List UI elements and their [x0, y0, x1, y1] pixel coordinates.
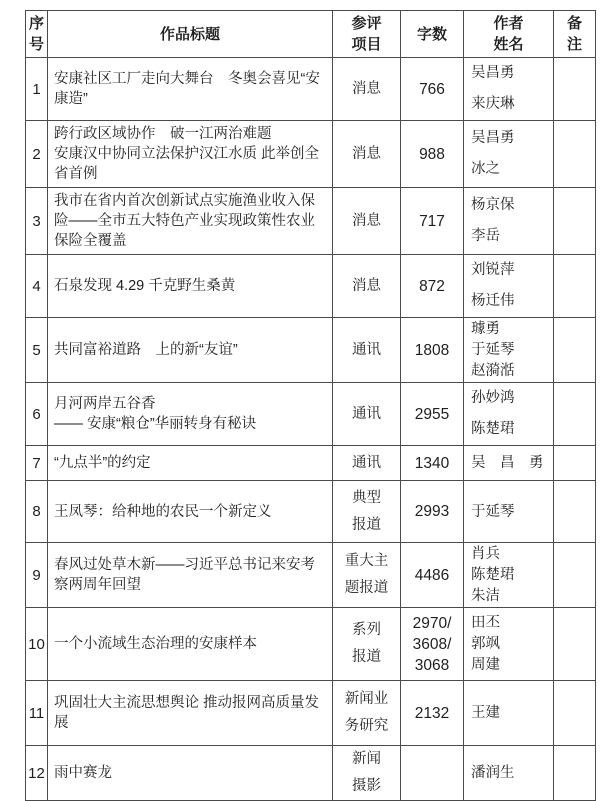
- cell-authors-text: 吴 昌 勇: [471, 455, 544, 471]
- cell-title-text: 雨中赛龙: [54, 765, 112, 781]
- cell-note: [554, 121, 596, 188]
- cell-authors-text: 吴昌勇: [471, 65, 515, 81]
- cell-project-text: 新闻业: [344, 691, 389, 707]
- cell-authors-text: 杨迁伟: [471, 293, 515, 309]
- header-authors: [464, 11, 554, 58]
- cell-no: 8: [26, 481, 48, 543]
- cell-words-text: 2132: [414, 704, 450, 722]
- cell-no: 12: [26, 746, 48, 801]
- cell-note: [554, 543, 596, 608]
- cell-no: 4: [26, 255, 48, 318]
- cell-authors-text: 郭飒: [471, 635, 500, 652]
- cell-title-text: 跨行政区域协作 破一江两治难题: [54, 126, 272, 142]
- cell-project: [333, 481, 401, 543]
- cell-authors: [464, 383, 554, 446]
- cell-authors-text: 来庆琳: [471, 96, 515, 112]
- cell-words-text: 766: [419, 80, 445, 98]
- header-project: [333, 11, 401, 58]
- cell-authors-text: 肖兵: [471, 545, 500, 562]
- cell-authors: [464, 255, 554, 318]
- cell-title: [48, 608, 333, 681]
- cell-note: [554, 58, 596, 121]
- cell-words: [401, 255, 464, 318]
- cell-words: [401, 383, 464, 446]
- header-words: [401, 11, 464, 58]
- cell-authors-text: 田丕: [471, 614, 500, 631]
- cell-authors: [464, 446, 554, 481]
- cell-words: [401, 608, 464, 681]
- cell-title-text: 共同富裕道路 上的新“友谊”: [54, 342, 238, 358]
- cell-words-text: 988: [419, 145, 445, 163]
- cell-words: [401, 543, 464, 608]
- cell-project: [333, 188, 401, 255]
- cell-project: [333, 255, 401, 318]
- cell-project: [333, 446, 401, 481]
- cell-words-text: 3608/: [412, 635, 452, 653]
- cell-authors: [464, 746, 554, 801]
- cell-title-text: 我市在省内首次创新试点实施渔业收入保险——全市五大特色产业实现政策性农业保险全覆盖: [54, 193, 315, 249]
- header-authors-label: 作者: [493, 15, 524, 32]
- cell-authors-text: 璩勇: [471, 320, 500, 337]
- cell-no: 11: [26, 681, 48, 746]
- header-project-label: 项目: [351, 36, 382, 53]
- cell-authors-text: 刘锐萍: [471, 262, 515, 278]
- cell-authors-text: 于延琴: [471, 341, 515, 358]
- table-row: [26, 608, 596, 681]
- cell-authors-text: 陈楚珺: [471, 566, 515, 583]
- header-no: [26, 11, 48, 58]
- cell-project-text: 典型: [352, 489, 381, 506]
- table-body: [26, 58, 596, 801]
- cell-project-text: 通讯: [352, 454, 381, 471]
- cell-words-text: 4486: [414, 566, 450, 584]
- cell-authors-text: 周建: [471, 656, 500, 673]
- cell-words: [401, 58, 464, 121]
- cell-words: [401, 746, 464, 801]
- cell-no: 1: [26, 58, 48, 121]
- header-note-label: 备: [566, 15, 582, 32]
- table-row: [26, 681, 596, 746]
- cell-authors-text: 李岳: [471, 228, 500, 244]
- cell-project-text: 报道: [352, 649, 381, 665]
- cell-authors: [464, 481, 554, 543]
- cell-no: 6: [26, 383, 48, 446]
- cell-words: [401, 681, 464, 746]
- header-row: [26, 11, 596, 58]
- cell-project: [333, 608, 401, 681]
- cell-words: [401, 188, 464, 255]
- cell-title: [48, 383, 333, 446]
- cell-project-text: 新闻: [352, 751, 381, 767]
- cell-project: [333, 121, 401, 188]
- cell-authors-text: 杨京保: [471, 197, 515, 213]
- cell-title-text: 安康社区工厂走向大舞台 冬奥会喜见“安康造”: [54, 71, 320, 107]
- table-row: [26, 481, 596, 543]
- cell-no: 9: [26, 543, 48, 608]
- cell-note: [554, 383, 596, 446]
- cell-note: [554, 446, 596, 481]
- cell-note: [554, 481, 596, 543]
- cell-project-text: 消息: [352, 212, 381, 229]
- cell-project: [333, 746, 401, 801]
- cell-no: 7: [26, 446, 48, 481]
- header-authors-label: 姓名: [493, 36, 524, 53]
- cell-words: [401, 318, 464, 383]
- table-row: [26, 446, 596, 481]
- cell-authors: [464, 543, 554, 608]
- cell-title: [48, 543, 333, 608]
- cell-words-text: 1340: [414, 454, 450, 472]
- cell-authors: [464, 608, 554, 681]
- cell-title: [48, 255, 333, 318]
- cell-project-text: 报道: [352, 516, 381, 533]
- cell-note: [554, 608, 596, 681]
- cell-project: [333, 543, 401, 608]
- cell-authors: [464, 318, 554, 383]
- cell-no: 5: [26, 318, 48, 383]
- cell-authors-text: 陈楚珺: [471, 421, 515, 437]
- cell-words-text: 2970/: [412, 614, 452, 632]
- cell-words-text: 2955: [414, 405, 450, 423]
- cell-project: [333, 58, 401, 121]
- cell-no: 10: [26, 608, 48, 681]
- table-row: [26, 543, 596, 608]
- entries-table: [25, 10, 596, 801]
- cell-project-text: 通讯: [352, 405, 381, 422]
- cell-title-text: —— 安康“粮仓”华丽转身有秘诀: [54, 416, 257, 432]
- cell-note: [554, 188, 596, 255]
- header-note: [554, 11, 596, 58]
- cell-no: 3: [26, 188, 48, 255]
- cell-project-text: 摄影: [352, 778, 381, 794]
- cell-authors-text: 孙妙鸿: [471, 390, 515, 406]
- cell-project-text: 系列: [352, 622, 381, 638]
- cell-note: [554, 255, 596, 318]
- cell-note: [554, 318, 596, 383]
- cell-authors: [464, 681, 554, 746]
- cell-title-text: 石泉发现 4.29 千克野生桑黄: [54, 278, 236, 294]
- cell-title: [48, 188, 333, 255]
- cell-title-text: 春风过处草木新——习近平总书记来安考察两周年回望: [54, 557, 315, 593]
- cell-title: [48, 318, 333, 383]
- cell-authors-text: 潘润生: [471, 765, 515, 781]
- cell-words-text: 1808: [414, 341, 450, 359]
- cell-project-text: 消息: [352, 277, 381, 294]
- cell-title: [48, 58, 333, 121]
- table-row: [26, 255, 596, 318]
- cell-project-text: 消息: [352, 80, 381, 97]
- cell-authors-text: 于延琴: [471, 503, 515, 520]
- cell-words-text: 2993: [414, 503, 450, 520]
- cell-words: [401, 446, 464, 481]
- header-note-label: 注: [566, 36, 582, 53]
- cell-authors-text: 吴昌勇: [471, 130, 515, 146]
- cell-authors: [464, 121, 554, 188]
- cell-title: [48, 681, 333, 746]
- cell-words-text: 717: [419, 212, 445, 230]
- cell-words: [401, 121, 464, 188]
- header-title-label: 作品标题: [159, 25, 220, 43]
- cell-title: [48, 446, 333, 481]
- cell-title-text: 王凤琴：给种地的农民一个新定义: [54, 503, 272, 520]
- cell-authors-text: 冰之: [471, 161, 500, 177]
- cell-note: [554, 746, 596, 801]
- header-title: [48, 11, 333, 58]
- cell-title-text: 月河两岸五谷香: [54, 396, 156, 412]
- cell-title: [48, 746, 333, 801]
- cell-title: [48, 121, 333, 188]
- cell-title-text: 一个小流域生态治理的安康样本: [54, 636, 257, 652]
- cell-project: [333, 383, 401, 446]
- table-row: [26, 188, 596, 255]
- cell-note: [554, 681, 596, 746]
- cell-project-text: 务研究: [344, 718, 389, 734]
- cell-authors: [464, 188, 554, 255]
- cell-project-text: 题报道: [344, 580, 389, 596]
- table-row: [26, 58, 596, 121]
- cell-project: [333, 318, 401, 383]
- cell-words-text: 872: [419, 277, 445, 295]
- header-words-label: 字数: [416, 25, 447, 43]
- cell-title-text: “九点半”的约定: [54, 455, 151, 471]
- cell-authors-text: 朱洁: [471, 587, 500, 604]
- table-row: [26, 746, 596, 801]
- header-no-label: 号: [28, 36, 44, 53]
- cell-no: 2: [26, 121, 48, 188]
- cell-title: [48, 481, 333, 543]
- table-row: [26, 318, 596, 383]
- cell-project: [333, 681, 401, 746]
- cell-project-text: 通讯: [352, 341, 381, 358]
- cell-authors: [464, 58, 554, 121]
- cell-project-text: 消息: [352, 145, 381, 162]
- cell-title-text: 安康汉中协同立法保护汉江水质 此举创全省首例: [54, 146, 320, 182]
- cell-words-text: 3068: [414, 656, 450, 674]
- header-project-label: 参评: [351, 15, 382, 32]
- cell-words: [401, 481, 464, 543]
- cell-authors-text: 赵漪湉: [471, 362, 515, 379]
- table-row: [26, 383, 596, 446]
- cell-project-text: 重大主: [344, 553, 389, 569]
- table-row: [26, 121, 596, 188]
- cell-title-text: 巩固壮大主流思想舆论 推动报网高质量发展: [54, 695, 320, 731]
- header-no-label: 序: [28, 15, 44, 32]
- cell-authors-text: 王建: [471, 705, 500, 721]
